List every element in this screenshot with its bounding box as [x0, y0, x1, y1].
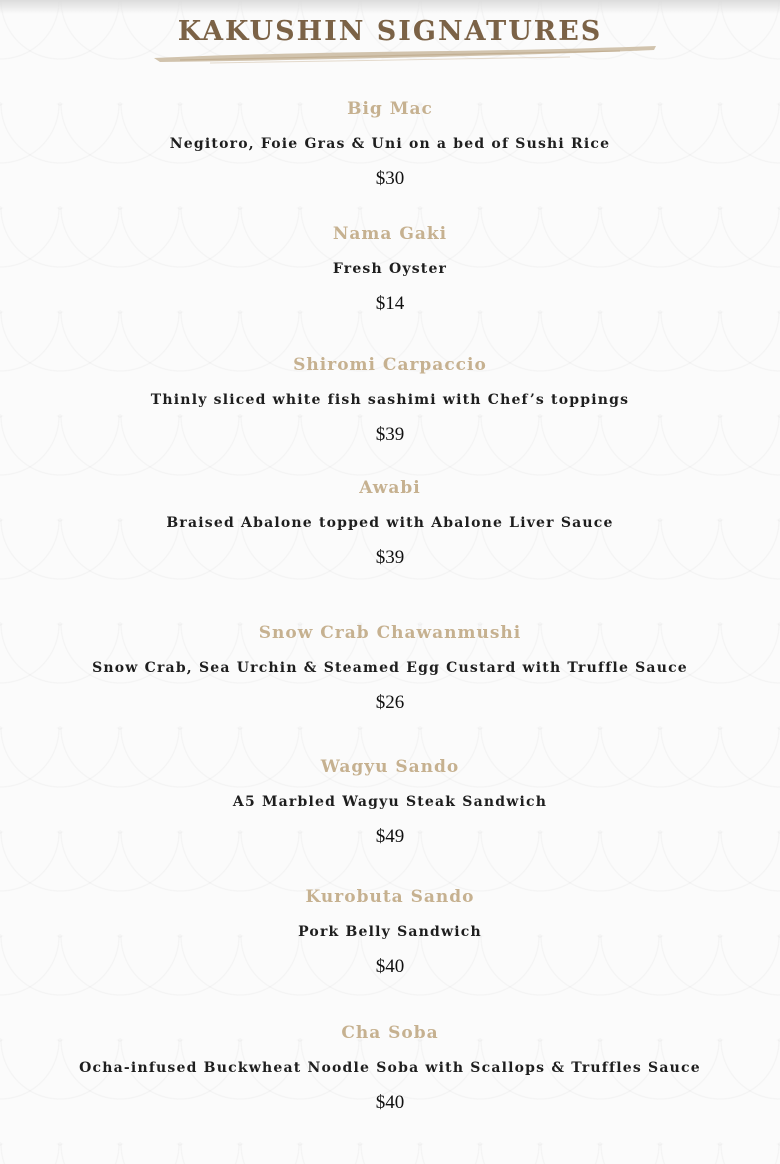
menu-item-shiromi-carpaccio: [0, 354, 780, 447]
item-description: Ocha-infused Buckwheat Noodle Soba with Scallops & Truffles Sauce: [79, 1060, 701, 1076]
item-description: Snow Crab, Sea Urchin & Steamed Egg Custard with Truffle Sauce: [92, 660, 688, 676]
item-description: Negitoro, Foie Gras & Uni on a bed of Sushi Rice: [169, 136, 611, 152]
item-name: Awabi: [359, 478, 421, 498]
item-price: $14: [375, 293, 405, 314]
item-price: $39: [375, 547, 405, 568]
item-name: Shiromi Carpaccio: [293, 355, 487, 375]
menu-item-awabi: [0, 477, 780, 570]
item-name: Big Mac: [347, 99, 433, 119]
item-price: $40: [375, 956, 405, 977]
item-description: Braised Abalone topped with Abalone Liver Sauce: [166, 515, 614, 531]
menu-title: KAKUSHIN SIGNATURES: [177, 16, 603, 47]
item-name: Cha Soba: [341, 1023, 439, 1043]
item-description: Pork Belly Sandwich: [298, 924, 482, 940]
item-name: Nama Gaki: [332, 224, 448, 244]
item-name: Kurobuta Sando: [305, 887, 475, 907]
menu-item-kurobuta-sando: [0, 886, 780, 979]
brush-stroke-divider: [150, 40, 660, 66]
item-price: $26: [375, 692, 405, 713]
item-price: $39: [375, 424, 405, 445]
menu-item-nama-gaki: [0, 223, 780, 316]
top-shade: [0, 0, 780, 14]
item-description: A5 Marbled Wagyu Steak Sandwich: [232, 794, 548, 810]
menu-item-snow-crab-chawanmushi: [0, 622, 780, 715]
menu-item-cha-soba: [0, 1022, 780, 1115]
item-name: Wagyu Sando: [320, 757, 460, 777]
item-price: $40: [375, 1092, 405, 1113]
menu-item-big-mac: [0, 98, 780, 191]
item-description: Fresh Oyster: [332, 261, 448, 277]
menu-item-wagyu-sando: [0, 756, 780, 849]
item-price: $30: [375, 168, 405, 189]
item-price: $49: [375, 826, 405, 847]
item-name: Snow Crab Chawanmushi: [258, 623, 522, 643]
item-description: Thinly sliced white fish sashimi with Chef’s toppings: [150, 392, 630, 408]
